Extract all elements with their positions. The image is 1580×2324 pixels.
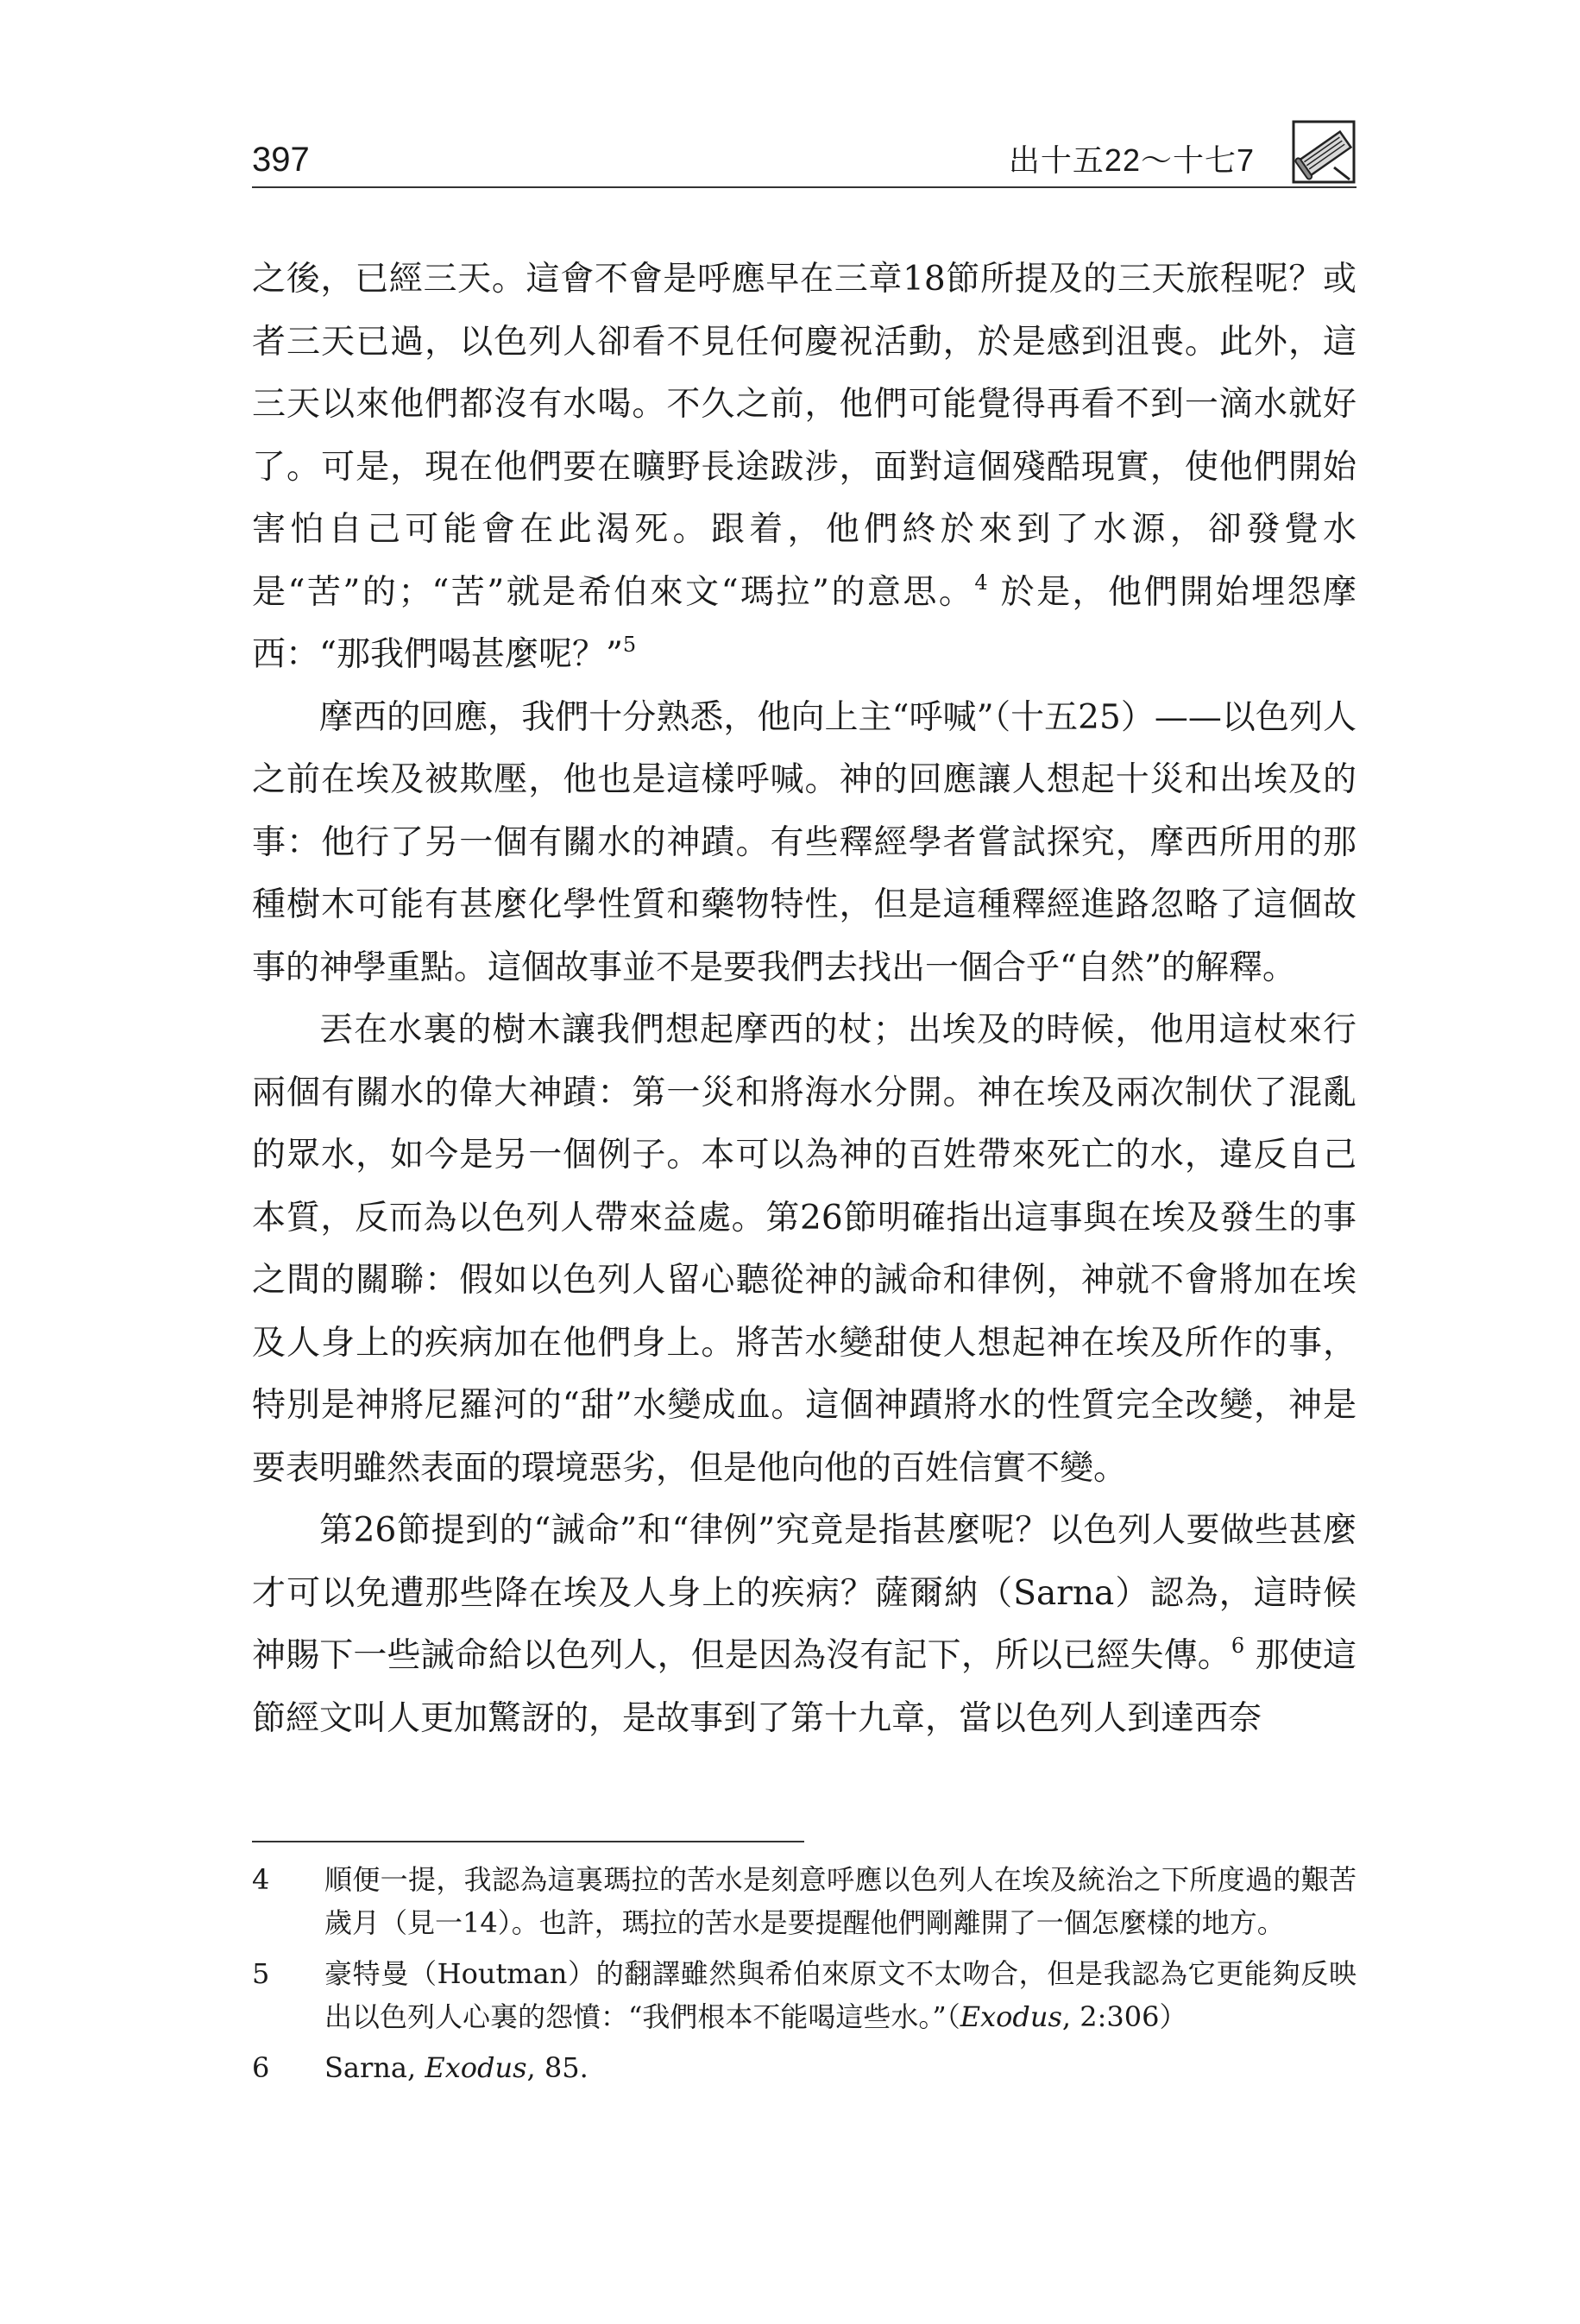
footnote [252,1858,1357,1944]
text-run: 丟在水裏的樹木讓我們想起摩西的杖；出埃及的時候，他用這杖來行兩個有關水的偉大神蹟：第一災和將海水分開。神在埃及兩次制伏了混亂的眾水，如今是另一個例子。本可以為神的百姓帶來死亡的水，違反自己本質，反而為以色列人帶來益處。第26節明確指出這事與在埃及發生的事之間的關聯：假如以色列人留心聽從神的誡命和律例，神就不會將加在埃及人身上的疾病加在他們身上。將苦水變甜使人想起神在埃及所作的事，特別是神將尼羅河的“甜”水變成血。這個神蹟將水的性質完全改變，神是要表明雖然表面的環境惡劣，但是他向他的百姓信實不變。 [252,1011,1357,1488]
footnote-text [324,2046,1357,2089]
footnote-text [324,1858,1357,1944]
body-text [252,249,1357,1750]
text-run: 之後，已經三天。這會不會是呼應早在三章18節所提及的三天旅程呢？或者三天已過，以色列人卻看不見任何慶祝活動，於是感到沮喪。此外，這三天以來他們都沒有水喝。不久之前，他們可能覺得再看不到一滴水就好了。可是，現在他們要在曠野長途跋涉，面對這個殘酷現實，使他們開始害怕自己可能會在此渴死。跟着，他們終於來到了水源，卻發覺水是“苦”的；“苦”就是希伯來文“瑪拉”的意思。 [252,260,1357,612]
header-rule [252,186,1357,188]
text-run: 第26節提到的“誡命”和“律例”究竟是指甚麼呢？以色列人要做些甚麼才可以免遭那些降在埃及人身上的疾病？薩爾納（Sarna）認為，這時候神賜下一些誡命給以色列人，但是因為沒有記下，所以已經失傳。 [252,1511,1357,1675]
text-run: 順便一提，我認為這裏瑪拉的苦水是刻意呼應以色列人在埃及統治之下所度過的艱苦歲月（見一14）。也許，瑪拉的苦水是要提醒他們剛離開了一個怎麼樣的地方。 [324,1863,1357,1939]
paragraph [252,999,1357,1500]
book-title: Exodus [425,2051,527,2084]
paragraph [252,687,1357,1000]
scroll-tablet-icon [1291,119,1357,185]
footnote-rule [252,1841,804,1842]
footnote-reference: 6 [1231,1634,1245,1658]
footnote-reference: 5 [622,633,637,657]
footnote-number: 5 [252,1957,270,1990]
footnote-reference: 4 [974,570,988,595]
text-run: 豪特曼（Houtman）的翻譯雖然與希伯來原文不太吻合，但是我認為它更能夠反映出以色列人心裏的怨憤：“我們根本不能喝這些水。”（ [324,1957,1357,2033]
text-run: Sarna, [324,2051,425,2084]
text-run: , 2:306） [1061,2000,1187,2033]
footnote-text [324,1952,1357,2038]
text-run: 於是，他們開始埋怨摩西：“那我們喝甚麼呢？” [252,572,1357,674]
footnote [252,1952,1357,2038]
book-title: Exodus [960,2000,1062,2033]
page-header [252,129,1357,192]
text-run: 那使這節經文叫人更加驚訝的，是故事到了第十九章，當以色列人到達西奈 [252,1636,1357,1738]
footnote [252,2046,1357,2089]
paragraph [252,1500,1357,1750]
text-run: , 85. [526,2051,589,2084]
page-number: 397 [252,141,310,179]
footnote-number: 4 [252,1863,270,1896]
text-run: 摩西的回應，我們十分熟悉，他向上主“呼喊”（十五25）——以色列人之前在埃及被欺壓，他也是這樣呼喊。神的回應讓人想起十災和出埃及的事：他行了另一個有關水的神蹟。有些釋經學者嘗試探究，摩西所用的那種樹木可能有甚麼化學性質和藥物特性，但是這種釋經進路忽略了這個故事的神學重點。這個故事並不是要我們去找出一個合乎“自然”的解釋。 [252,697,1357,987]
running-head: 出十五22～十七7 [1008,142,1255,178]
paragraph [252,249,1357,687]
footnotes [252,1858,1357,2097]
footnote-number: 6 [252,2051,270,2084]
